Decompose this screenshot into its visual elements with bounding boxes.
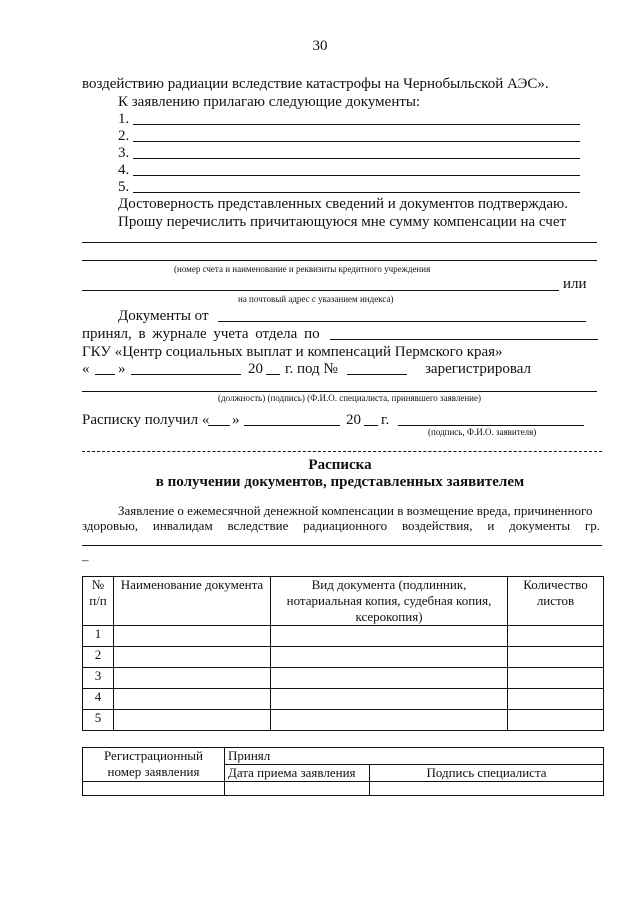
table-row bbox=[83, 626, 604, 647]
receipt-word: воздействия, bbox=[401, 518, 473, 533]
row-number: 5 bbox=[83, 710, 114, 731]
attachment-field-1[interactable] bbox=[133, 124, 580, 125]
accepted-header: Принял bbox=[225, 748, 604, 765]
postal-caption: на почтовый адрес с указанием индекса) bbox=[238, 294, 394, 304]
doc-name-cell[interactable] bbox=[114, 710, 271, 731]
table-row bbox=[83, 668, 604, 689]
account-field-line-2[interactable] bbox=[82, 260, 597, 261]
list-item-number: 4. bbox=[118, 162, 130, 178]
reg-number-cell[interactable] bbox=[83, 782, 225, 796]
receipt-word: документы bbox=[509, 518, 571, 533]
doc-type-cell[interactable] bbox=[271, 689, 508, 710]
transfer-request-text: Прошу перечислить причитающуюся мне сумму компенсации на счет bbox=[118, 214, 567, 230]
doc-type-cell[interactable] bbox=[271, 668, 508, 689]
applicant-signature-field[interactable] bbox=[398, 425, 584, 426]
applicant-caption: (подпись, Ф.И.О. заявителя) bbox=[428, 427, 537, 437]
reg-number-header bbox=[83, 748, 225, 782]
intro-text: воздействию радиации вследствие катастрофы на Чернобыльской АЭС». bbox=[82, 76, 549, 92]
receipt-date-close: » bbox=[232, 412, 240, 428]
sheet-count-cell[interactable] bbox=[508, 668, 604, 689]
reg-header-row bbox=[83, 748, 604, 765]
receipt-text-line1: Заявление о ежемесячной денежной компенсации в возмещение вреда, причиненного bbox=[118, 503, 593, 518]
table-row bbox=[83, 710, 604, 731]
attachment-field-3[interactable] bbox=[133, 158, 580, 159]
year-field[interactable] bbox=[266, 374, 280, 375]
reg-number-label-line1: Регистрационный bbox=[103, 748, 204, 763]
receipt-word: и bbox=[487, 518, 495, 533]
doc-name-cell[interactable] bbox=[114, 647, 271, 668]
attachment-field-4[interactable] bbox=[133, 175, 580, 176]
page-number: 30 bbox=[312, 38, 328, 54]
or-text: или bbox=[563, 276, 587, 292]
row-number: 1 bbox=[83, 626, 114, 647]
documents-from-field[interactable] bbox=[218, 321, 586, 322]
attachment-field-5[interactable] bbox=[133, 192, 580, 193]
receipt-word: вследствие bbox=[227, 518, 289, 533]
table-row bbox=[83, 689, 604, 710]
documents-table bbox=[82, 576, 604, 731]
specialist-field-line[interactable] bbox=[82, 391, 597, 392]
gku-name: ГКУ «Центр социальных выплат и компенсаций Пермского края» bbox=[82, 344, 503, 360]
accepted-label: принял, в журнале учета отдела по bbox=[82, 326, 320, 342]
receipt-title: Расписка bbox=[308, 457, 372, 473]
doc-type-cell[interactable] bbox=[271, 626, 508, 647]
receipt-subtitle: в получении документов, представленных заявителем bbox=[155, 474, 525, 490]
doc-type-cell[interactable] bbox=[271, 647, 508, 668]
receipt-word: инвалидам bbox=[152, 518, 213, 533]
date-open-quote: « bbox=[82, 361, 90, 377]
date-accepted-cell[interactable] bbox=[225, 782, 370, 796]
department-field[interactable] bbox=[330, 339, 598, 340]
receipt-received-label: Расписку получил « bbox=[82, 412, 210, 428]
doc-name-cell[interactable] bbox=[114, 626, 271, 647]
reg-value-row bbox=[83, 782, 604, 796]
specialist-signature-cell[interactable] bbox=[370, 782, 604, 796]
row-number: 4 bbox=[83, 689, 114, 710]
sheet-count-cell[interactable] bbox=[508, 626, 604, 647]
confirmation-text: Достоверность представленных сведений и документов подтверждаю. bbox=[118, 196, 568, 212]
receipt-word: гр. bbox=[584, 518, 600, 533]
dash-mark: – bbox=[82, 552, 89, 567]
list-item-number: 1. bbox=[118, 111, 130, 127]
header-number: № п/п bbox=[83, 577, 114, 626]
year-number-label: г. под № bbox=[285, 361, 338, 377]
receipt-text-line2 bbox=[82, 518, 600, 534]
registered-label: зарегистрировал bbox=[425, 361, 532, 377]
account-caption: (номер счета и наименование и реквизиты кредитного учреждения bbox=[174, 264, 431, 274]
account-field-line-1[interactable] bbox=[82, 242, 597, 243]
month-field[interactable] bbox=[131, 374, 241, 375]
registration-number-field[interactable] bbox=[347, 374, 407, 375]
doc-type-cell[interactable] bbox=[271, 710, 508, 731]
list-item-number: 3. bbox=[118, 145, 130, 161]
row-number: 3 bbox=[83, 668, 114, 689]
doc-name-cell[interactable] bbox=[114, 668, 271, 689]
specialist-caption: (должность) (подпись) (Ф.И.О. специалиста, принявшего заявление) bbox=[218, 393, 481, 403]
table-header-row bbox=[83, 577, 604, 626]
doc-name-cell[interactable] bbox=[114, 689, 271, 710]
attachments-intro: К заявлению прилагаю следующие документы: bbox=[118, 94, 421, 110]
sheet-count-cell[interactable] bbox=[508, 710, 604, 731]
day-field[interactable] bbox=[95, 374, 115, 375]
attachment-field-2[interactable] bbox=[133, 141, 580, 142]
specialist-signature-header: Подпись специалиста bbox=[370, 765, 604, 782]
list-item-number: 2. bbox=[118, 128, 130, 144]
receipt-year-prefix: 20 bbox=[346, 412, 361, 428]
postal-field-line[interactable] bbox=[82, 290, 559, 291]
header-sheet-count: Количество листов bbox=[508, 577, 604, 626]
row-number: 2 bbox=[83, 647, 114, 668]
table-row bbox=[83, 647, 604, 668]
registration-table bbox=[82, 747, 604, 796]
cut-line bbox=[82, 451, 602, 452]
date-accepted-header: Дата приема заявления bbox=[225, 765, 370, 782]
reg-number-label-line2: номер заявления bbox=[107, 764, 200, 779]
receipt-year-suffix: г. bbox=[381, 412, 390, 428]
receipt-month-field[interactable] bbox=[244, 425, 340, 426]
receipt-day-field[interactable] bbox=[208, 425, 230, 426]
sheet-count-cell[interactable] bbox=[508, 647, 604, 668]
receipt-word: здоровью, bbox=[82, 518, 139, 533]
header-doc-type: Вид документа (подлинник, нотариальная копия, судебная копия, ксерокопия) bbox=[271, 577, 508, 626]
date-close-quote: » bbox=[118, 361, 126, 377]
applicant-name-field[interactable] bbox=[82, 545, 602, 546]
documents-from-label: Документы от bbox=[118, 308, 209, 324]
receipt-year-field[interactable] bbox=[364, 425, 378, 426]
receipt-word: радиационного bbox=[303, 518, 388, 533]
list-item-number: 5. bbox=[118, 179, 130, 195]
year-prefix: 20 bbox=[248, 361, 263, 377]
header-doc-name: Наименование документа bbox=[114, 577, 271, 626]
sheet-count-cell[interactable] bbox=[508, 689, 604, 710]
